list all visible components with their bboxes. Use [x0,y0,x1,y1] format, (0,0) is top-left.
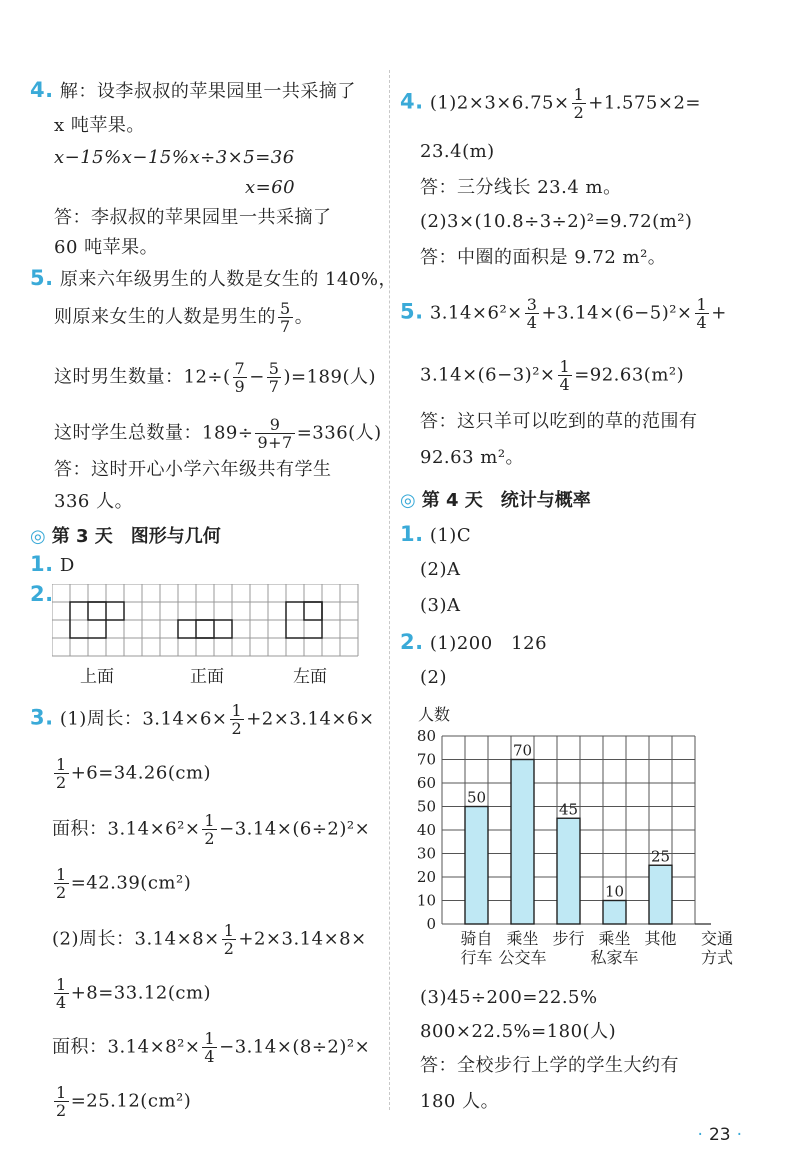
r-q5-line2: 3.14×(6−3)²× $\frac{1}{4}$ =92.63(m²) [420,357,685,394]
r-q2-a: 2. (1)200 126 [400,630,548,654]
q1-line: 1. D [30,552,75,576]
bar-value-label: 45 [558,800,579,819]
q3-line3: 面积：3.14×6²× $\frac{1}{2}$ −3.14×(6÷2)²× [52,811,371,848]
question-number: 3. [30,705,54,730]
q4-equation: x−15%x−15%x÷3×5=36 [54,147,295,168]
r-q2-e: 答：全校步行上学的学生大约有 [420,1055,679,1076]
q3-line7: 面积：3.14×8²× $\frac{1}{4}$ −3.14×(8÷2)²× [52,1029,371,1066]
r-q5-line1: 5. 3.14×6²× $\frac{3}{4}$ +3.14×(6−5)²× $\frac{1}{4}$ + [400,295,727,332]
q3-line6: $\frac{1}{4}$ +8=33.12(cm) [56,975,212,1012]
q5-line2: 则原来女生的人数是男生的 $\frac{5}{7}$ 。 [54,299,314,336]
label-side-view: 左面 [293,667,327,687]
x-category-label: 私家车 [590,948,639,967]
bar-value-label: 70 [512,741,533,760]
q4-line2: x 吨苹果。 [54,115,145,136]
r-q4-line4: (2)3×(10.8÷3÷2)²=9.72(m²) [420,211,693,232]
y-tick-label: 40 [416,821,436,839]
page-number: · 23 · [697,1125,742,1145]
circle-bullet-icon: ◎ [30,526,46,547]
dot-icon: · [736,1125,742,1145]
q5-line1: 5. 原来六年级男生的人数是女生的 140%， [30,266,398,290]
q4-line1: 4. 解：设李叔叔的苹果园里一共采摘了 [30,78,356,102]
fraction: $\frac{9}{9+7}$ [257,415,293,452]
y-tick-label: 60 [416,774,436,792]
q5-line3: 这时男生数量：12÷( $\frac{7}{9}$ − $\frac{5}{7}$ )=189(人) [54,359,376,396]
fraction: $\frac{1}{2}$ [573,85,585,122]
three-view-grid [52,584,360,660]
label-top-view: 上面 [80,667,114,687]
y-tick-label: 80 [416,727,436,745]
fraction: $\frac{1}{2}$ [223,921,235,958]
fraction: $\frac{1}{4}$ [696,295,708,332]
x-category-label: 其他 [644,929,677,948]
y-tick-label: 30 [416,844,436,863]
x-category-label: 乘坐 [598,929,631,948]
fraction: $\frac{1}{2}$ [204,811,216,848]
question-number: 4. [30,78,54,102]
y-axis-title: 人数 [418,705,451,724]
x-category-label: 乘坐 [506,929,539,948]
fraction: $\frac{5}{7}$ [268,359,280,396]
fraction: $\frac{7}{9}$ [234,359,246,396]
x-category-label: 步行 [552,929,585,948]
day3-heading: ◎ 第 3 天 图形与几何 [30,526,221,547]
r-q1-b: (2)A [420,559,461,580]
q5-line4: 这时学生总数量：189÷ $\frac{9}{9+7}$ =336(人) [54,415,382,452]
front-view-shape [178,620,232,638]
fraction: $\frac{3}{4}$ [526,295,538,332]
fraction: $\frac{1}{2}$ [56,865,67,902]
q4-solution: x=60 [245,177,296,198]
r-q2-f: 180 人。 [420,1091,500,1112]
question-number: 1. [30,552,54,576]
bar-3 [603,901,626,925]
circle-bullet-icon: ◎ [400,490,416,511]
r-q1-a: 1. (1)C [400,522,472,546]
bar-0 [465,807,488,925]
q3-line1: 3. (1)周长：3.14×6× $\frac{1}{2}$ +2×3.14×6× [30,701,375,738]
x-category-label: 公交车 [498,948,547,967]
q5-answer2: 336 人。 [54,491,134,512]
y-tick-label: 0 [426,915,436,933]
fraction: $\frac{1}{4}$ [56,975,67,1012]
y-tick-label: 20 [416,868,436,886]
x-axis-title: 方式 [700,948,734,967]
fraction: $\frac{1}{2}$ [56,755,67,792]
r-q2-d: 800×22.5%=180(人) [420,1021,617,1042]
r-q2-b: (2) [420,667,447,688]
r-q4-line2: 23.4(m) [420,141,495,162]
bar-4 [649,865,672,924]
q2-num [30,582,54,608]
fraction: $\frac{1}{4}$ [559,357,571,394]
r-q4-line5: 答：中圈的面积是 9.72 m²。 [420,247,667,268]
x-axis-title: 交通 [700,929,734,948]
bar-value-label: 25 [650,847,671,866]
fraction: $\frac{5}{7}$ [280,299,291,336]
r-q5-line3: 答：这只羊可以吃到的草的范围有 [420,411,698,432]
q4-answer1: 答：李叔叔的苹果园里一共采摘了 [54,207,332,228]
question-number: 5. [30,266,54,290]
q3-line4: $\frac{1}{2}$ =42.39(cm²) [56,865,192,902]
dot-icon: · [697,1125,703,1145]
y-tick-label: 70 [416,750,436,769]
bar-1 [511,760,534,925]
label-front-view: 正面 [190,667,224,687]
bar-value-label: 50 [466,788,487,807]
fraction: $\frac{1}{2}$ [231,701,243,738]
transport-bar-chart [410,700,760,972]
q3-line8: $\frac{1}{2}$ =25.12(cm²) [56,1083,192,1120]
r-q1-c: (3)A [420,595,461,616]
q5-answer1: 答：这时开心小学六年级共有学生 [54,459,332,480]
day4-heading: ◎ 第 4 天 统计与概率 [400,490,591,511]
x-category-label: 骑自 [460,929,493,948]
r-q4-line1: 4. (1)2×3×6.75× $\frac{1}{2}$ +1.575×2= [400,85,701,122]
y-tick-label: 50 [416,797,436,816]
question-number: 4. [400,89,424,114]
column-divider [389,70,390,1110]
fraction: $\frac{1}{4}$ [204,1029,216,1066]
bar-value-label: 10 [604,882,625,901]
q4-answer2: 60 吨苹果。 [54,237,159,258]
x-category-label: 行车 [460,948,493,967]
fraction: $\frac{1}{2}$ [56,1083,67,1120]
r-q5-line4: 92.63 m²。 [420,447,525,468]
question-number: 5. [400,299,424,324]
q3-line2: $\frac{1}{2}$ +6=34.26(cm) [56,755,212,792]
r-q4-line3: 答：三分线长 23.4 m。 [420,177,622,198]
r-q2-c: (3)45÷200=22.5% [420,987,598,1008]
question-number: 2. [30,582,54,606]
q3-line5: (2)周长：3.14×8× $\frac{1}{2}$ +2×3.14×8× [52,921,367,958]
question-number: 2. [400,630,424,654]
question-number: 1. [400,522,424,546]
y-tick-label: 10 [416,891,436,910]
bar-2 [557,818,580,924]
